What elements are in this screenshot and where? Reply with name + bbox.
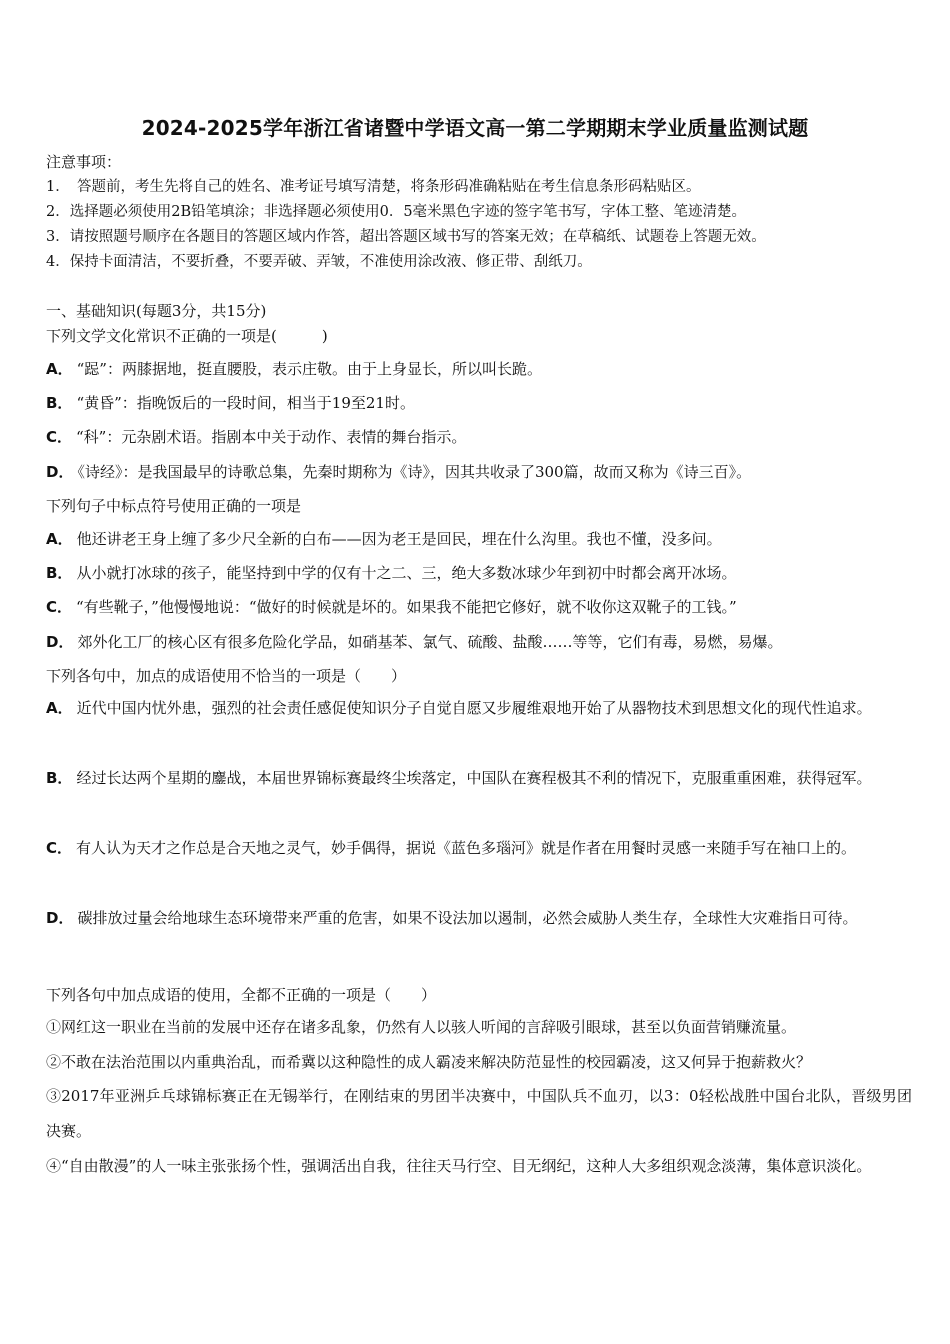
option-item — [46, 393, 912, 413]
option-item — [46, 691, 912, 726]
option-label: B． — [46, 394, 73, 412]
option-item — [46, 632, 912, 652]
notice-item: 4．保持卡面清洁，不要折叠，不要弄破、弄皱，不准使用涂改液、修正带、刮纸刀。 — [46, 254, 592, 270]
notice-item: 1． 答题前，考生先将自己的姓名、准考证号填写清楚，将条形码准确粘贴在考生信息条形码粘贴区。 — [46, 179, 701, 195]
notice-item: 2．选择题必须使用2B铅笔填涂；非选择题必须使用0．5毫米黑色字迹的签字笔书写，字体工整、笔迹清楚。 — [46, 204, 747, 220]
option-text: “科”：元杂剧术语。指剧本中关于动作、表情的舞台指示。 — [76, 428, 467, 446]
option-item — [46, 359, 912, 379]
option-text: 从小就打冰球的孩子，能坚持到中学的仅有十之二、三，绝大多数冰球少年到初中时都会离开冰场。 — [76, 564, 737, 582]
list-item: ④“自由散漫”的人一味主张张扬个性，强调活出自我，往往天马行空、目无纲纪，这种人大多组织观念淡薄，集体意识淡化。 — [46, 1157, 872, 1175]
list-item: ②不敢在法治范围以内重典治乱，而希冀以这种隐性的成人霸凌来解决防范显性的校园霸凌，这又何异于抱薪救火？ — [46, 1053, 812, 1071]
option-item — [46, 563, 912, 583]
question-stem: 下列各句中，加点的成语使用不恰当的一项是（ ） — [46, 667, 407, 685]
option-text: “有些靴子，”他慢慢地说：“做好的时候就是坏的。如果我不能把它修好，就不收你这双靴子的工钱。” — [76, 598, 737, 616]
question-stem: 下列句子中标点符号使用正确的一项是 — [46, 497, 302, 515]
option-text: 有人认为天才之作总是合天地之灵气，妙手偶得，据说《蓝色多瑙河》就是作者在用餐时灵感一来随手写在袖口上的。 — [76, 839, 857, 857]
notice-heading: 注意事项： — [46, 153, 122, 171]
option-label: D． — [46, 909, 74, 927]
option-item — [46, 831, 912, 866]
option-label: A． — [46, 360, 73, 378]
option-text: “黄昏”：指晚饭后的一段时间，相当于19至21时。 — [76, 394, 415, 412]
option-item — [46, 597, 912, 617]
option-item — [46, 529, 912, 549]
option-label: A． — [46, 530, 73, 548]
page-title: 2024-2025学年浙江省诸暨中学语文高一第二学期期末学业质量监测试题 — [141, 116, 809, 140]
option-item — [46, 761, 912, 796]
option-label: C． — [46, 598, 73, 616]
option-item — [46, 462, 912, 482]
option-label: C． — [46, 428, 73, 446]
option-item — [46, 427, 912, 447]
option-label: D． — [46, 633, 74, 651]
notice-item: 3．请按照题号顺序在各题目的答题区域内作答，超出答题区域书写的答案无效；在草稿纸、试题卷上答题无效。 — [46, 229, 766, 245]
option-text: “跽”：两膝据地，挺直腰股，表示庄敬。由于上身显长，所以叫长跪。 — [76, 360, 542, 378]
option-item — [46, 901, 912, 936]
option-text: 碳排放过量会给地球生态环境带来严重的危害，如果不设法加以遏制，必然会威胁人类生存，全球性大灾难指日可待。 — [77, 909, 858, 927]
option-label: B． — [46, 564, 73, 582]
list-item: ①网红这一职业在当前的发展中还存在诸多乱象，仍然有人以骇人听闻的言辞吸引眼球，甚至以负面营销赚流量。 — [46, 1018, 797, 1036]
section-heading: 一、基础知识(每题3分，共15分) — [46, 302, 267, 320]
option-label: D． — [46, 463, 74, 481]
option-text: 他还讲老王身上缠了多少尺全新的白布——因为老王是回民，埋在什么沟里。我也不懂，没多问。 — [76, 530, 722, 548]
option-text: 郊外化工厂的核心区有很多危险化学品，如硝基苯、氯气、硫酸、盐酸……等等，它们有毒，易燃，易爆。 — [77, 633, 783, 651]
option-label: B． — [46, 769, 73, 787]
option-text: 近代中国内忧外患，强烈的社会责任感促使知识分子自觉自愿又步履维艰地开始了从器物技术到思想文化的现代性追求。 — [76, 699, 872, 717]
option-text: 《诗经》：是我国最早的诗歌总集，先秦时期称为《诗》，因其共收录了300篇，故而又称为《诗三百》。 — [77, 463, 752, 481]
list-item: ③2017年亚洲乒乓球锦标赛正在无锡举行，在刚结束的男团半决赛中，中国队兵不血刃，以3：0轻松战胜中国台北队，晋级男团决赛。 — [46, 1087, 912, 1140]
option-label: A． — [46, 699, 73, 717]
option-label: C． — [46, 839, 73, 857]
option-text: 经过长达两个星期的鏖战，本届世界锦标赛最终尘埃落定，中国队在赛程极其不利的情况下，克服重重困难，获得冠军。 — [76, 769, 872, 787]
question-stem: 下列各句中加点成语的使用，全都不正确的一项是（ ） — [46, 986, 437, 1004]
question-stem: 下列文学文化常识不正确的一项是( ) — [46, 327, 328, 345]
